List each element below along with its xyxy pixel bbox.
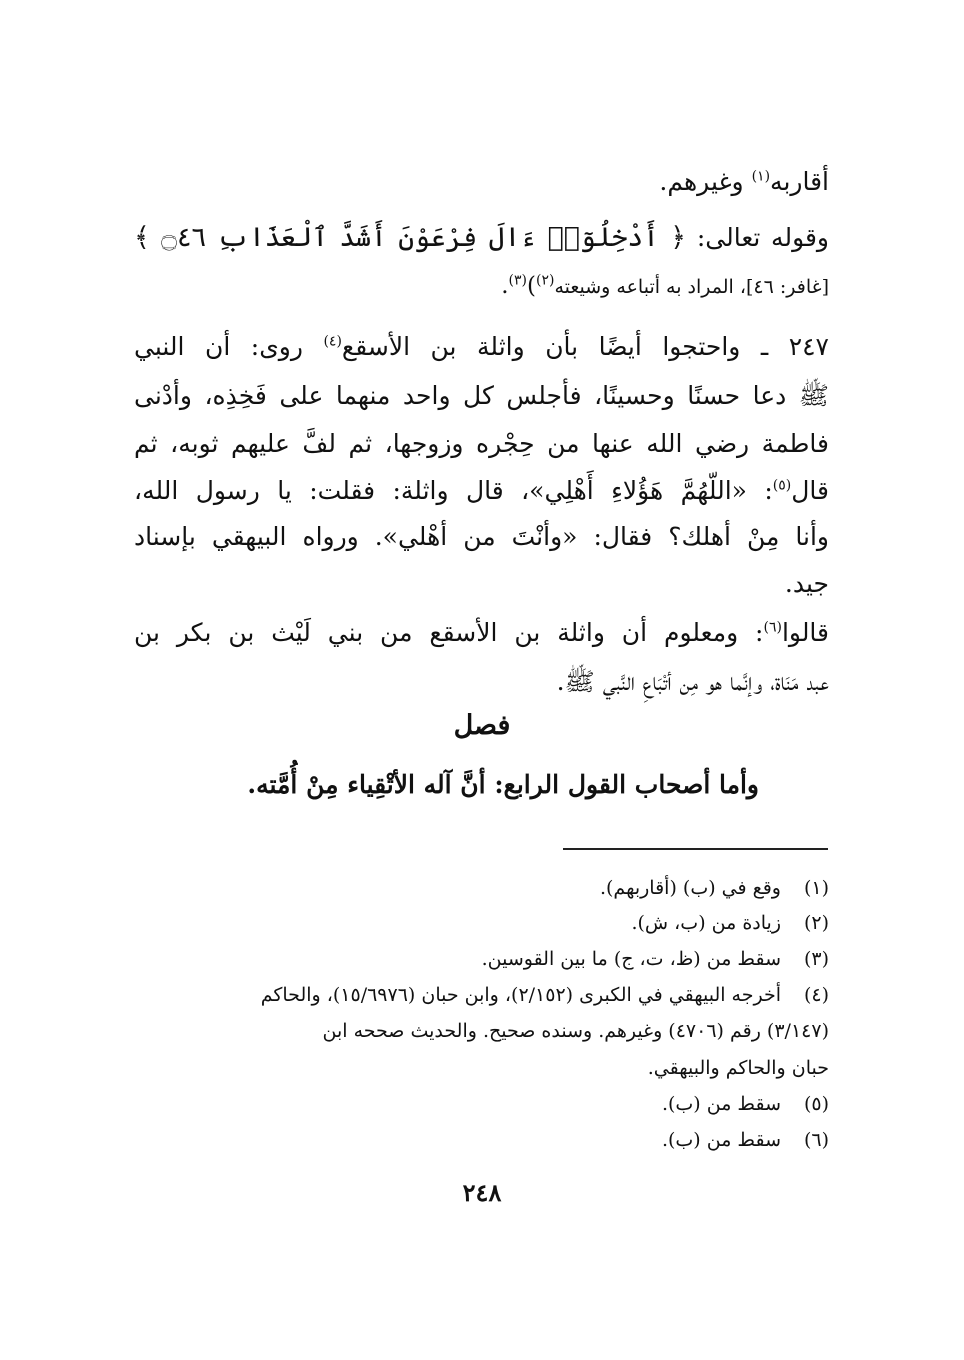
footnote xyxy=(134,1086,829,1122)
text: قالوا xyxy=(781,618,829,647)
text: روى: أن النبي xyxy=(134,332,324,361)
footnote-number: (٤) xyxy=(803,984,829,1006)
text-line xyxy=(134,608,829,658)
text-line xyxy=(134,322,829,372)
footnote-ref[interactable]: (٣) xyxy=(508,272,527,289)
footnote-continuation xyxy=(134,1013,829,1049)
text-line xyxy=(134,266,829,307)
section-subheading: وأما أصحاب القول الرابع: أنَّ آله الأتْقِياء مِنْ أُمَّته. xyxy=(247,770,759,799)
footnote xyxy=(134,1122,829,1158)
text: أقاربه xyxy=(770,167,829,196)
footnote-ref[interactable]: (١) xyxy=(751,168,771,185)
footnote-text: زيادة من (ب، ش). xyxy=(631,912,781,934)
footnote-number: (١) xyxy=(803,877,829,899)
footnote-number: (٢) xyxy=(803,912,829,934)
text: . xyxy=(501,273,509,299)
text: وأنا مِنْ أهلك؟ فقال: «وأنْتَ من أهْلي». ورواه البيهقي بإسناد xyxy=(134,522,829,551)
page-number: ٢٤٨ xyxy=(462,1178,502,1207)
text: : «اللّهُمَّ هَؤُلاءِ أَهْلِي»، قال واثلة: فقلت: يا رسول الله، xyxy=(134,476,773,505)
footnote-ref[interactable]: (٢) xyxy=(535,272,555,289)
text: فاطمة رضي الله عنها من حِجْره وزوجها، ثم لفَّ عليهم ثوبه، ثم xyxy=(134,429,829,458)
footnote-text: حبان والحاكم والبيهقي. xyxy=(647,1057,829,1079)
footnote-text: سقط من (ب). xyxy=(661,1093,781,1115)
footnote xyxy=(134,870,829,906)
text: عبد مَنَاة، وإنَّما هو مِن أتْبَاعِ النَّبي ﷺ. xyxy=(556,667,829,696)
text-line xyxy=(134,559,829,609)
text: : ومعلوم أن واثلة بن الأسقع من بني لَيْث بن بكر بن xyxy=(134,618,764,647)
text: ﷺ دعا حسنًا وحسينًا، فأجلس كل واحد منهما على فَخِذِه، وأدْنى xyxy=(134,381,829,410)
text-line xyxy=(134,213,829,263)
text-line xyxy=(134,657,829,707)
text: قال xyxy=(791,476,829,505)
footnote-ref[interactable]: (٦) xyxy=(763,619,782,636)
footnote-ref[interactable]: (٤) xyxy=(323,333,342,350)
footnote-ref[interactable]: (٥) xyxy=(772,477,792,494)
footnote-text: (٣/١٤٧) رقم (٤٧٠٦) وغيرهم. وسنده صحيح. والحديث صححه ابن xyxy=(322,1020,829,1042)
text: وقوله تعالى: xyxy=(686,223,830,252)
text-line xyxy=(134,157,829,207)
quran-verse: ﴿ أَدْخِلُوٓا۟ ءَالَ فِرْعَوْنَ أَشَدَّ ٱلْعَذَابِ ۝٤٦ ﴾ xyxy=(134,222,687,253)
footnote-text: وقع في (ب) (أقاربهم). xyxy=(599,877,781,899)
section-heading: فصل xyxy=(453,710,511,741)
text: ) xyxy=(526,273,536,299)
text-line xyxy=(134,371,829,421)
text: ٢٤٧ ـ واحتجوا أيضًا بأن واثلة بن الأسقع xyxy=(341,332,829,361)
footnote-number: (٥) xyxy=(803,1093,829,1115)
footnote xyxy=(134,941,829,977)
footnote-number: (٦) xyxy=(803,1129,829,1151)
footnote xyxy=(134,905,829,941)
footnote-text: سقط من (ب). xyxy=(661,1129,781,1151)
footnote xyxy=(134,977,829,1013)
text-line xyxy=(134,466,829,516)
text: جيد. xyxy=(784,569,829,598)
footnote-continuation xyxy=(134,1050,829,1086)
text: وغيرهم. xyxy=(659,167,752,196)
footnote-text: أخرجه البيهقي في الكبرى (٢/١٥٢)، وابن حبان (١٥/٦٩٧٦)، والحاكم xyxy=(260,984,781,1006)
text-line xyxy=(134,419,829,469)
text: [غافر: ٤٦]، المراد به أتباعه وشيعته xyxy=(554,276,829,298)
footnote-divider xyxy=(563,848,828,850)
text-line xyxy=(134,512,829,562)
footnote-number: (٣) xyxy=(803,948,829,970)
footnote-text: سقط من (ظ، ت، ج) ما بين القوسين. xyxy=(481,948,781,970)
